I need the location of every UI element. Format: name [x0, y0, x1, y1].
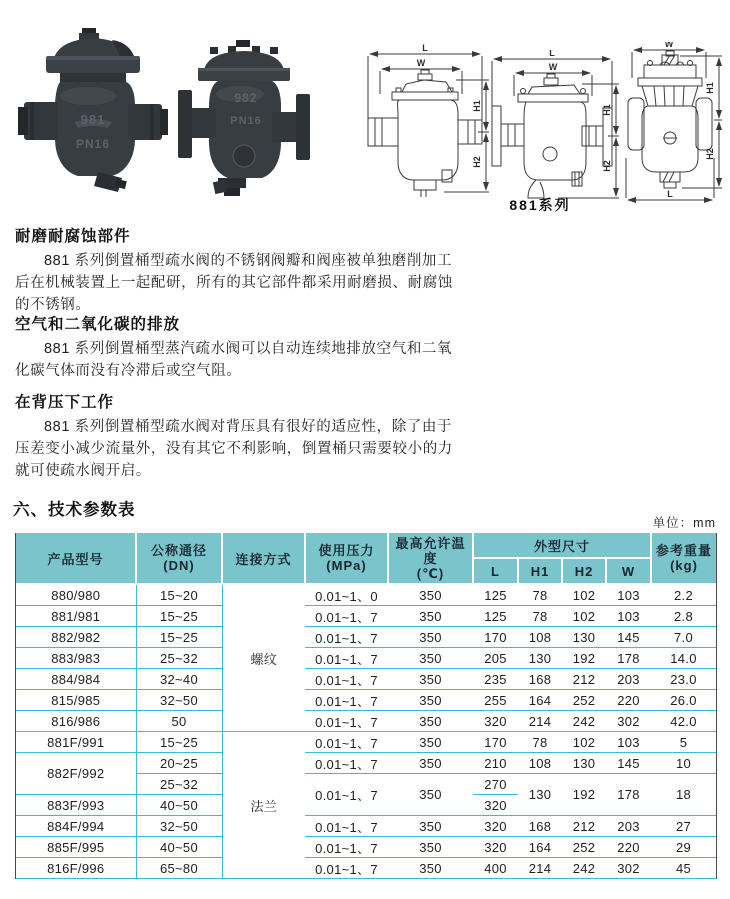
dim-label-W: W — [416, 58, 426, 68]
cell-h2: 252 — [562, 690, 606, 711]
section-air-co2 — [15, 312, 463, 382]
cell-model: 816F/996 — [16, 858, 136, 879]
cell-l: 170 — [473, 627, 518, 648]
cell-l: 320 — [473, 816, 518, 837]
cell-dn: 65~80 — [136, 858, 222, 879]
section-paragraph: 881 系列倒置桶型疏水阀对背压具有很好的适应性，除了由于压差变小减少流量外，没有其它不利影响，倒置桶只需要较小的力就可使疏水阀开启。 — [15, 419, 453, 479]
cell-h2: 242 — [562, 858, 606, 879]
cell-l: 270 — [473, 774, 518, 795]
cell-h1: 130 — [518, 648, 562, 669]
dim-label-H2: H2 — [602, 160, 612, 172]
cell-h1: 164 — [518, 837, 562, 858]
cell-w: 103 — [606, 606, 651, 627]
cell-temp: 350 — [388, 732, 473, 753]
dim-label-H1: H1 — [602, 104, 612, 116]
col-header-connection: 连接方式 — [222, 533, 305, 584]
col-header-model: 产品型号 — [16, 533, 136, 584]
cell-pressure: 0.01~1、7 — [305, 627, 388, 648]
col-header-dim-h1: H1 — [518, 558, 562, 584]
col-header-dn-line1: 公称通径 — [150, 543, 207, 558]
col-header-dn-line2: (DN) — [163, 558, 195, 573]
cell-dn: 15~20 — [136, 584, 222, 606]
cell-l: 170 — [473, 732, 518, 753]
col-header-dimensions-group: 外型尺寸 — [473, 533, 651, 558]
cell-l: 205 — [473, 648, 518, 669]
dimension-drawing-flanged — [486, 50, 622, 208]
col-header-pressure-line1: 使用压力 — [318, 543, 375, 558]
cell-l: 320 — [473, 711, 518, 732]
cell-h2: 102 — [562, 606, 606, 627]
cell-weight: 18 — [651, 774, 716, 816]
cell-dn: 32~50 — [136, 690, 222, 711]
cell-dn: 15~25 — [136, 606, 222, 627]
cell-weight: 5 — [651, 732, 716, 753]
parameters-table-wrapper — [15, 533, 717, 879]
col-header-dim-h2: H2 — [562, 558, 606, 584]
cell-h2: 130 — [562, 627, 606, 648]
cell-dn: 20~25 — [136, 753, 222, 774]
cell-dn: 32~40 — [136, 669, 222, 690]
cell-h1: 214 — [518, 711, 562, 732]
table-body — [16, 584, 716, 879]
cell-model: 815/985 — [16, 690, 136, 711]
cell-l: 320 — [473, 837, 518, 858]
col-header-temp-line1: 最高允许温度 — [395, 535, 466, 566]
cell-model: 882/982 — [16, 627, 136, 648]
table-row — [16, 753, 716, 774]
cell-h2: 192 — [562, 648, 606, 669]
cell-l: 400 — [473, 858, 518, 879]
cell-h1: 168 — [518, 669, 562, 690]
cell-w: 203 — [606, 669, 651, 690]
cell-pressure: 0.01~1、7 — [305, 732, 388, 753]
cell-weight: 23.0 — [651, 669, 716, 690]
table-row — [16, 584, 716, 606]
col-header-pressure — [305, 533, 388, 584]
cell-pressure: 0.01~1、7 — [305, 774, 388, 816]
section-back-pressure — [15, 390, 463, 482]
cell-temp: 350 — [388, 837, 473, 858]
cell-weight: 27 — [651, 816, 716, 837]
col-header-dim-l: L — [473, 558, 518, 584]
cell-pressure: 0.01~1、7 — [305, 669, 388, 690]
cell-model: 881/981 — [16, 606, 136, 627]
dimension-drawing-threaded — [358, 44, 492, 202]
cell-model: 885F/995 — [16, 837, 136, 858]
section-wear-resistant — [15, 224, 463, 316]
valve-marking-pn: PN16 — [230, 115, 262, 127]
section-heading: 耐磨耐腐蚀部件 — [15, 228, 131, 245]
col-header-dim-w: W — [606, 558, 651, 584]
cell-temp: 350 — [388, 753, 473, 774]
cell-l: 125 — [473, 606, 518, 627]
cell-temp: 350 — [388, 711, 473, 732]
section-paragraph: 881 系列倒置桶型蒸汽疏水阀可以自动连续地排放空气和二氧化碳气体而没有冷滞后或空气阻。 — [15, 341, 453, 379]
section-paragraph: 881 系列倒置桶型疏水阀的不锈钢阀瓣和阀座被单独磨削加工后在机械装置上一起配研，所有的其它部件都采用耐磨损、耐腐蚀的不锈钢。 — [15, 253, 453, 313]
table-row — [16, 858, 716, 879]
dim-label-W: W — [664, 42, 674, 49]
cell-pressure: 0.01~1、7 — [305, 690, 388, 711]
cell-h2: 252 — [562, 837, 606, 858]
cell-pressure: 0.01~1、7 — [305, 837, 388, 858]
col-header-temp-line2: (℃) — [416, 565, 445, 581]
cell-h2: 102 — [562, 584, 606, 606]
cell-model: 884F/994 — [16, 816, 136, 837]
cell-dn: 32~50 — [136, 816, 222, 837]
table-row — [16, 711, 716, 732]
valve-photo-shapes — [18, 28, 168, 192]
cell-l: 255 — [473, 690, 518, 711]
cell-h1: 78 — [518, 606, 562, 627]
cell-dn: 50 — [136, 711, 222, 732]
cell-dn: 25~32 — [136, 648, 222, 669]
cell-model: 884/984 — [16, 669, 136, 690]
cell-dn: 25~32 — [136, 774, 222, 795]
cell-l: 320 — [473, 795, 518, 816]
cell-temp: 350 — [388, 690, 473, 711]
cell-w: 302 — [606, 858, 651, 879]
cell-temp: 350 — [388, 774, 473, 816]
cell-model: 881F/991 — [16, 732, 136, 753]
cell-weight: 14.0 — [651, 648, 716, 669]
dim-label-H2: H2 — [472, 156, 482, 168]
cell-h2: 242 — [562, 711, 606, 732]
cell-w: 145 — [606, 627, 651, 648]
section-heading: 空气和二氧化碳的排放 — [15, 316, 181, 333]
unit-note: 单位：mm — [652, 516, 716, 530]
table-section-title: 六、技术参数表 — [13, 501, 136, 519]
dim-label-L: L — [422, 44, 428, 53]
cell-w: 220 — [606, 837, 651, 858]
cell-w: 302 — [606, 711, 651, 732]
table-header — [16, 533, 716, 584]
cell-weight: 7.0 — [651, 627, 716, 648]
dim-label-L: L — [667, 189, 673, 199]
cell-pressure: 0.01~1、7 — [305, 606, 388, 627]
cell-h2: 130 — [562, 753, 606, 774]
cell-temp: 350 — [388, 816, 473, 837]
cell-model: 883F/993 — [16, 795, 136, 816]
cell-w: 103 — [606, 584, 651, 606]
parameters-table — [16, 533, 716, 879]
cell-model: 882F/992 — [16, 753, 136, 795]
cell-h2: 212 — [562, 669, 606, 690]
dim-label-L: L — [549, 50, 555, 58]
cell-temp: 350 — [388, 858, 473, 879]
cell-h2: 212 — [562, 816, 606, 837]
cell-h1: 164 — [518, 690, 562, 711]
drawing-series-caption: 881系列 — [509, 197, 571, 213]
col-header-weight-line1: 参考重量 — [656, 543, 713, 558]
col-header-temperature — [388, 533, 473, 584]
cell-temp: 350 — [388, 627, 473, 648]
cell-weight: 42.0 — [651, 711, 716, 732]
dimension-drawing-vertical — [616, 42, 724, 206]
cell-w: 220 — [606, 690, 651, 711]
cell-model: 880/980 — [16, 584, 136, 606]
cell-l: 210 — [473, 753, 518, 774]
cell-pressure: 0.01~1、7 — [305, 858, 388, 879]
cell-h1: 168 — [518, 816, 562, 837]
dim-label-H1: H1 — [705, 82, 715, 94]
cell-pressure: 0.01~1、7 — [305, 816, 388, 837]
product-photo-flanged-valve — [170, 38, 318, 200]
cell-pressure: 0.01~1、7 — [305, 648, 388, 669]
cell-weight: 10 — [651, 753, 716, 774]
col-header-dn — [136, 533, 222, 584]
cell-l: 235 — [473, 669, 518, 690]
cell-pressure: 0.01~1、7 — [305, 711, 388, 732]
cell-connection-threaded: 螺纹 — [222, 584, 305, 732]
table-row — [16, 816, 716, 837]
table-row — [16, 690, 716, 711]
cell-connection-flanged: 法兰 — [222, 732, 305, 879]
cell-h1: 108 — [518, 627, 562, 648]
table-row — [16, 669, 716, 690]
cell-model: 883/983 — [16, 648, 136, 669]
cell-weight: 45 — [651, 858, 716, 879]
cell-weight: 29 — [651, 837, 716, 858]
table-row — [16, 648, 716, 669]
cell-dn: 15~25 — [136, 732, 222, 753]
cell-w: 178 — [606, 774, 651, 816]
cell-temp: 350 — [388, 606, 473, 627]
table-row — [16, 606, 716, 627]
col-header-weight — [651, 533, 716, 584]
cell-dn: 15~25 — [136, 627, 222, 648]
table-row — [16, 627, 716, 648]
cell-pressure: 0.01~1、7 — [305, 753, 388, 774]
col-header-weight-line2: (kg) — [670, 558, 698, 573]
valve-marking-pn: PN16 — [75, 137, 111, 151]
cell-pressure: 0.01~1、0 — [305, 584, 388, 606]
cell-temp: 350 — [388, 648, 473, 669]
cell-w: 203 — [606, 816, 651, 837]
cell-h1: 78 — [518, 732, 562, 753]
cell-weight: 26.0 — [651, 690, 716, 711]
cell-weight: 2.2 — [651, 584, 716, 606]
cell-h2: 192 — [562, 774, 606, 816]
dim-label-H1: H1 — [472, 100, 482, 112]
dim-label-W: W — [548, 62, 558, 72]
cell-h1: 78 — [518, 584, 562, 606]
cell-w: 178 — [606, 648, 651, 669]
product-photo-threaded-valve — [16, 26, 170, 196]
valve-marking-model: 982 — [234, 91, 258, 105]
cell-w: 103 — [606, 732, 651, 753]
cell-h2: 102 — [562, 732, 606, 753]
section-heading: 在背压下工作 — [15, 394, 115, 411]
cell-l: 125 — [473, 584, 518, 606]
cell-model: 816/986 — [16, 711, 136, 732]
cell-temp: 350 — [388, 669, 473, 690]
cell-h1: 130 — [518, 774, 562, 816]
dim-label-H2: H2 — [705, 148, 715, 160]
cell-h1: 108 — [518, 753, 562, 774]
table-row — [16, 732, 716, 753]
col-header-pressure-line2: (MPa) — [326, 558, 367, 573]
cell-dn: 40~50 — [136, 837, 222, 858]
cell-dn: 40~50 — [136, 795, 222, 816]
table-row — [16, 837, 716, 858]
valve-marking-model: 981 — [80, 112, 106, 127]
cell-temp: 350 — [388, 584, 473, 606]
cell-weight: 2.8 — [651, 606, 716, 627]
cell-w: 145 — [606, 753, 651, 774]
cell-h1: 214 — [518, 858, 562, 879]
